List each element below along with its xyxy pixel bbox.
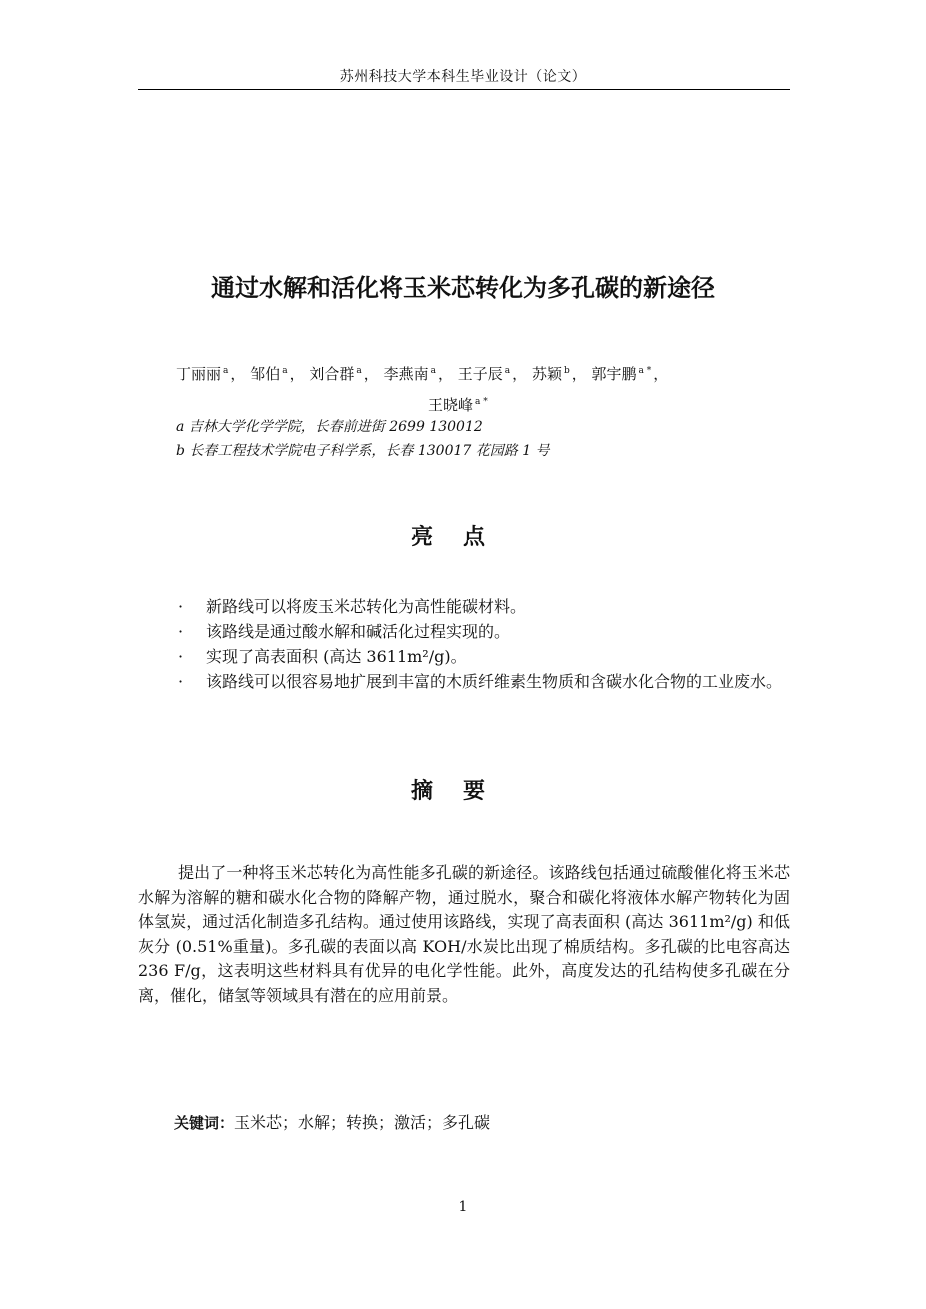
page-number: 1	[458, 1199, 468, 1215]
bullet-icon: ·	[178, 672, 184, 691]
abstract-heading: 摘要	[410, 779, 515, 804]
author: 郭宇鹏 $^{a *}$ ，	[591, 365, 669, 383]
author: 苏颖 $^b$ ，	[531, 365, 587, 383]
bullet-icon: ·	[178, 622, 184, 641]
affiliation-b: b 长春工程技术学院电子科学系，长春 130017 花园路 1 号	[176, 443, 550, 459]
paper-title: 通过水解和活化将玉米芯转化为多孔碳的新途径	[211, 274, 715, 302]
keywords-line	[174, 1110, 490, 1133]
highlight-item: · 新路线可以将废玉米芯转化为高性能碳材料。	[138, 594, 790, 619]
affiliation-a: a 吉林大学化学学院，长春前进街 2699 130012	[176, 419, 483, 435]
author: 王晓峰 $^{a *}$	[428, 396, 488, 414]
highlights-list	[138, 594, 790, 694]
bullet-icon: ·	[178, 647, 184, 666]
running-header: 苏州科技大学本科生毕业设计（论文）	[339, 69, 587, 85]
author: 王子辰 $^a$ ，	[457, 365, 528, 383]
highlight-item: · 该路线是通过酸水解和碱活化过程实现的。	[138, 619, 790, 644]
bullet-icon: ·	[178, 597, 184, 616]
header-rule	[138, 89, 790, 90]
highlights-heading: 亮点	[410, 525, 515, 550]
author: 刘合群 $^a$ ，	[309, 365, 379, 383]
author: 丁丽丽 $^a$ ，	[176, 365, 246, 383]
author: 李燕南 $^a$ ，	[383, 365, 453, 383]
keywords-text: 玉米芯；水解；转换；激活；多孔碳	[234, 1113, 491, 1132]
author-list	[176, 357, 776, 419]
highlight-item: · 实现了高表面积 (高达 3611m²/g)。	[138, 644, 790, 669]
abstract-body: 提出了一种将玉米芯转化为高性能多孔碳的新途径。该路线包括通过硫酸催化将玉米芯水解为溶解的糖和碳水化合物的降解产物，通过脱水，聚合和碳化将液体水解产物转化为固体氢炭，通过活化制造多孔结构。通过使用该路线，实现了高表面积 (高达 3611m²/g) 和低灰分 (0.51%重量)。多孔碳的表面以高 KOH/水炭比出现了棉质结构。多孔碳的比电容高达 236 F/g，这表明这些材料具有优异的电化学性能。此外，高度发达的孔结构使多孔碳在分离，催化，储氢等领域具有潜在的应用前景。	[138, 863, 790, 1005]
author: 邹伯 $^a$ ，	[250, 365, 305, 383]
keywords-label: 关键词：	[174, 1114, 235, 1132]
highlight-item: · 该路线可以很容易地扩展到丰富的木质纤维素生物质和含碳水化合物的工业废水。	[138, 669, 790, 694]
